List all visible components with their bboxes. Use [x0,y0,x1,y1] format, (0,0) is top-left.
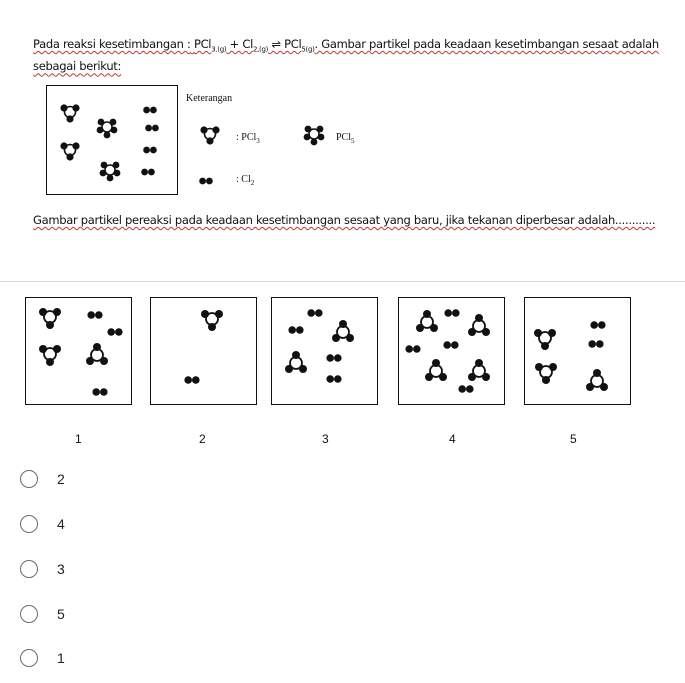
question-text: Pada reaksi kesetimbangan : $PCl_{3 (g)} + Cl_{2 (g)}$ ⇌ PCl$_{5(g)}$. Gambar partikel pada keadaan kesetimbangan sesaat adalah sebagai berikut: [33,37,659,74]
option-1[interactable] [20,470,65,488]
main-box-molecules [60,104,158,181]
option-label: 5 [57,606,65,622]
legend-pcl3-icon [200,126,219,144]
cl2-molecule [143,147,157,154]
question-part2: Gambar partikel pereaksi pada keadaan kesetimbangan sesaat yang baru, jika tekanan diperbesar adalah............ [33,213,656,227]
legend-cl2-icon [199,178,213,185]
legend-pcl3-label: : PCl$_3$ [236,132,260,145]
radio-button[interactable] [20,515,38,533]
box-5-molecules [534,321,608,391]
option-label: 2 [57,471,65,487]
option-2[interactable] [20,515,65,533]
box-number-1: 1 [75,432,82,446]
pcl3-molecule [60,142,79,160]
box-3-molecules [285,309,354,383]
pcl5-molecule [97,119,118,139]
box-number-4: 4 [449,432,456,446]
question-intro: Pada reaksi kesetimbangan : [33,37,191,51]
box-number-5: 5 [570,432,577,446]
box-4-molecules [405,309,490,393]
box-number-2: 2 [199,432,206,446]
box-number-3: 3 [322,432,329,446]
legend-pcl5-icon [304,126,325,146]
legend-cl2-label: : $Cl_2$ [236,174,255,187]
option-label: 1 [57,650,65,666]
radio-button[interactable] [20,470,38,488]
option-5[interactable] [20,649,65,667]
box-1-molecules [39,308,123,396]
pcl5-molecule [100,162,121,182]
box-2-molecules [184,310,223,384]
option-4[interactable] [20,605,65,623]
radio-button[interactable] [20,560,38,578]
option-label: 4 [57,516,65,532]
option-label: 3 [57,561,65,577]
radio-button[interactable] [20,605,38,623]
cl2-molecule [141,169,155,176]
option-3[interactable] [20,560,65,578]
legend-title: Keterangan [186,93,233,104]
cl2-molecule [143,107,157,114]
cl2-molecule [145,125,159,132]
legend-pcl5-label: PCl$_5$ [336,132,355,145]
pcl3-molecule [60,104,79,122]
radio-button[interactable] [20,649,38,667]
